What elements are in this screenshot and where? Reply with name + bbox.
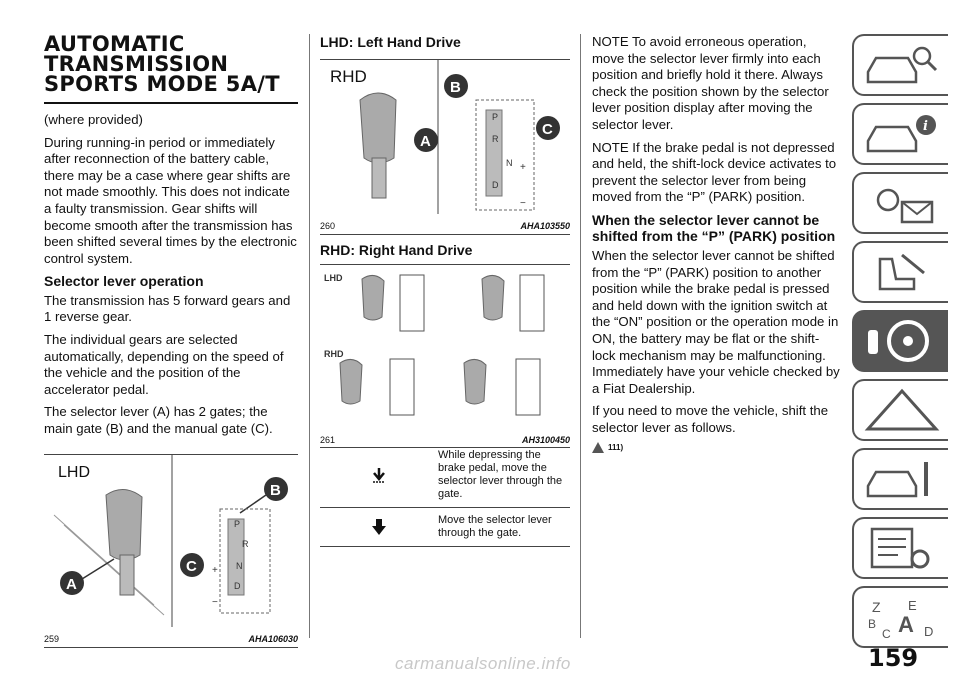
- alphabet-index-icon: [862, 594, 942, 640]
- tab-starting-driving[interactable]: [852, 241, 948, 303]
- car-search-icon: [862, 42, 942, 88]
- gate-diagram-rhd-2: [464, 359, 540, 415]
- svg-text:B: B: [450, 78, 461, 96]
- svg-text:+: +: [212, 564, 218, 576]
- tab-technical-data[interactable]: [852, 517, 948, 579]
- lever-knob-shape: [106, 489, 142, 560]
- svg-text:P: P: [492, 111, 499, 122]
- cannot-shift-heading: When the selector lever cannot be shifted from the “P” (PARK) position: [592, 211, 836, 245]
- rhd-lever-illustration: [320, 60, 570, 214]
- figure-259: [44, 454, 298, 645]
- figure-code: AH3100450: [521, 434, 570, 445]
- warning-reference: [592, 442, 840, 453]
- tab-in-emergency[interactable]: [852, 379, 948, 441]
- spec-list-gear-icon: [862, 525, 942, 571]
- figure-caption: [320, 219, 570, 235]
- svg-text:R: R: [492, 133, 499, 144]
- lhd-heading: LHD: Left Hand Drive: [320, 34, 461, 50]
- car-info-icon: [862, 111, 942, 157]
- subtitle: (where provided): [44, 112, 143, 127]
- svg-text:A: A: [898, 612, 914, 637]
- column-right: [592, 34, 840, 453]
- figure-caption: [44, 632, 298, 648]
- steering-wheel-icon: [862, 318, 942, 364]
- gears-paragraph: The transmission has 5 forward gears and 1 reverse gear.: [44, 292, 291, 325]
- gates-paragraph: The selector lever (A) has 2 gates; the main gate (B) and the manual gate (C).: [44, 404, 273, 436]
- lhd-lever-illustration: [44, 455, 298, 627]
- figure-code: AHA106030: [248, 634, 298, 645]
- figure-261: [320, 264, 570, 443]
- gate-diagram-lhd-1: [362, 275, 424, 331]
- figure-number: 260: [320, 221, 336, 231]
- running-in-paragraph: During running-in period or immediately after reconnection of the battery cable, there may be a case where gear shifts are not made smoothly. This does not indicate a faulty transmission. Gear shifts will become smooth after the transmission has been shifted several times by the electronic control system.: [44, 134, 297, 266]
- symbol-table: [320, 443, 570, 547]
- column-divider: [580, 34, 581, 638]
- svg-text:A: A: [66, 575, 77, 593]
- svg-text:i: i: [923, 119, 928, 134]
- column-middle: [320, 34, 570, 547]
- cannot-shift-paragraph: When the selector lever cannot be shifted from the “P” (PARK) position to another position while the brake pedal is pressed and held down with the ignition switch at the “ON” position or the operation mode in ON, the battery may be flat or the shift-lock mechanism may be malfunctioning. Immediately have your vehicle checked by a Fiat Dealership.: [592, 247, 840, 396]
- tab-safety[interactable]: [852, 172, 948, 234]
- svg-text:C: C: [186, 557, 197, 575]
- selector-lever-heading: Selector lever operation: [44, 273, 204, 290]
- emergency-triangle-icon: [862, 387, 942, 433]
- svg-text:B: B: [270, 481, 281, 499]
- watermark: carmanualsonline.info: [395, 654, 571, 673]
- chapter-tabs: [852, 34, 952, 655]
- table-cell-text: While depressing the brake pedal, move the selector lever through the gate.: [438, 449, 563, 500]
- svg-text:N: N: [506, 157, 513, 168]
- svg-text:B: B: [868, 617, 877, 631]
- gate-diagram-lhd-2: [482, 275, 544, 331]
- figure-260: [320, 59, 570, 230]
- seat-airbag-icon: [862, 249, 942, 295]
- table-cell-text: Move the selector lever through the gate.: [438, 514, 552, 539]
- gear-selection-paragraph: The individual gears are selected automatically, depending on the speed of the vehicle and the position of the accelerator pedal.: [44, 332, 284, 397]
- fig-label-rhd: RHD: [324, 349, 344, 359]
- gate-diagram-rhd-1: [340, 359, 414, 415]
- figure-code: AHA103550: [520, 221, 570, 231]
- svg-text:−: −: [212, 596, 218, 608]
- svg-text:D: D: [492, 179, 499, 190]
- page-number: 159: [868, 644, 919, 672]
- move-vehicle-paragraph: If you need to move the vehicle, shift the selector lever as follows.: [592, 403, 829, 435]
- svg-text:R: R: [242, 538, 249, 549]
- tab-getting-to-know-car[interactable]: [852, 34, 948, 96]
- svg-text:+: +: [520, 161, 526, 173]
- table-row: [320, 508, 570, 547]
- warning-ref-number: 111): [608, 443, 624, 453]
- press-arrow-icon: [371, 466, 387, 484]
- tab-index[interactable]: [852, 586, 948, 648]
- svg-text:A: A: [420, 132, 431, 150]
- svg-text:D: D: [234, 580, 241, 591]
- tab-knowing-instrument-panel[interactable]: [852, 103, 948, 165]
- svg-text:Z: Z: [872, 599, 881, 615]
- svg-text:C: C: [542, 120, 553, 138]
- car-wrench-icon: [862, 456, 942, 502]
- svg-text:D: D: [924, 624, 934, 639]
- fig-label-rhd: RHD: [330, 66, 367, 86]
- figure-number: 259: [44, 634, 60, 645]
- warning-light-icon: [862, 180, 942, 226]
- svg-text:N: N: [236, 560, 243, 571]
- tab-servicing-care[interactable]: [852, 448, 948, 510]
- arrow-down-icon: [372, 519, 386, 535]
- svg-text:C: C: [882, 627, 891, 640]
- svg-text:E: E: [908, 598, 917, 613]
- rhd-heading: RHD: Right Hand Drive: [320, 241, 473, 258]
- table-row: [320, 443, 570, 508]
- column-left: [44, 32, 298, 645]
- figure-caption: [320, 432, 570, 448]
- warning-triangle-icon: [592, 442, 604, 453]
- svg-text:P: P: [234, 518, 241, 529]
- section-title: AUTOMATIC TRANSMISSION SPORTS MODE 5A/T: [44, 32, 280, 96]
- figure-number: 261: [320, 434, 336, 445]
- title-rule: [44, 102, 298, 104]
- note-erroneous-operation: NOTE To avoid erroneous operation, move the selector lever firmly into each position and briefly hold it there. Always check the position shown by the selector lever position display after moving the selector lever.: [592, 34, 829, 132]
- tab-steering-wheel-active[interactable]: [852, 310, 948, 372]
- svg-text:−: −: [520, 197, 526, 209]
- fig-label-lhd: LHD: [324, 273, 343, 283]
- note-shift-lock: NOTE If the brake pedal is not depressed and held, the shift-lock device activates to prevent the selector lever from being moved from the “P” (PARK) position.: [592, 139, 837, 205]
- column-divider: [309, 34, 310, 638]
- fig-label-lhd: LHD: [58, 463, 91, 481]
- gate-diagrams-illustration: [320, 265, 570, 427]
